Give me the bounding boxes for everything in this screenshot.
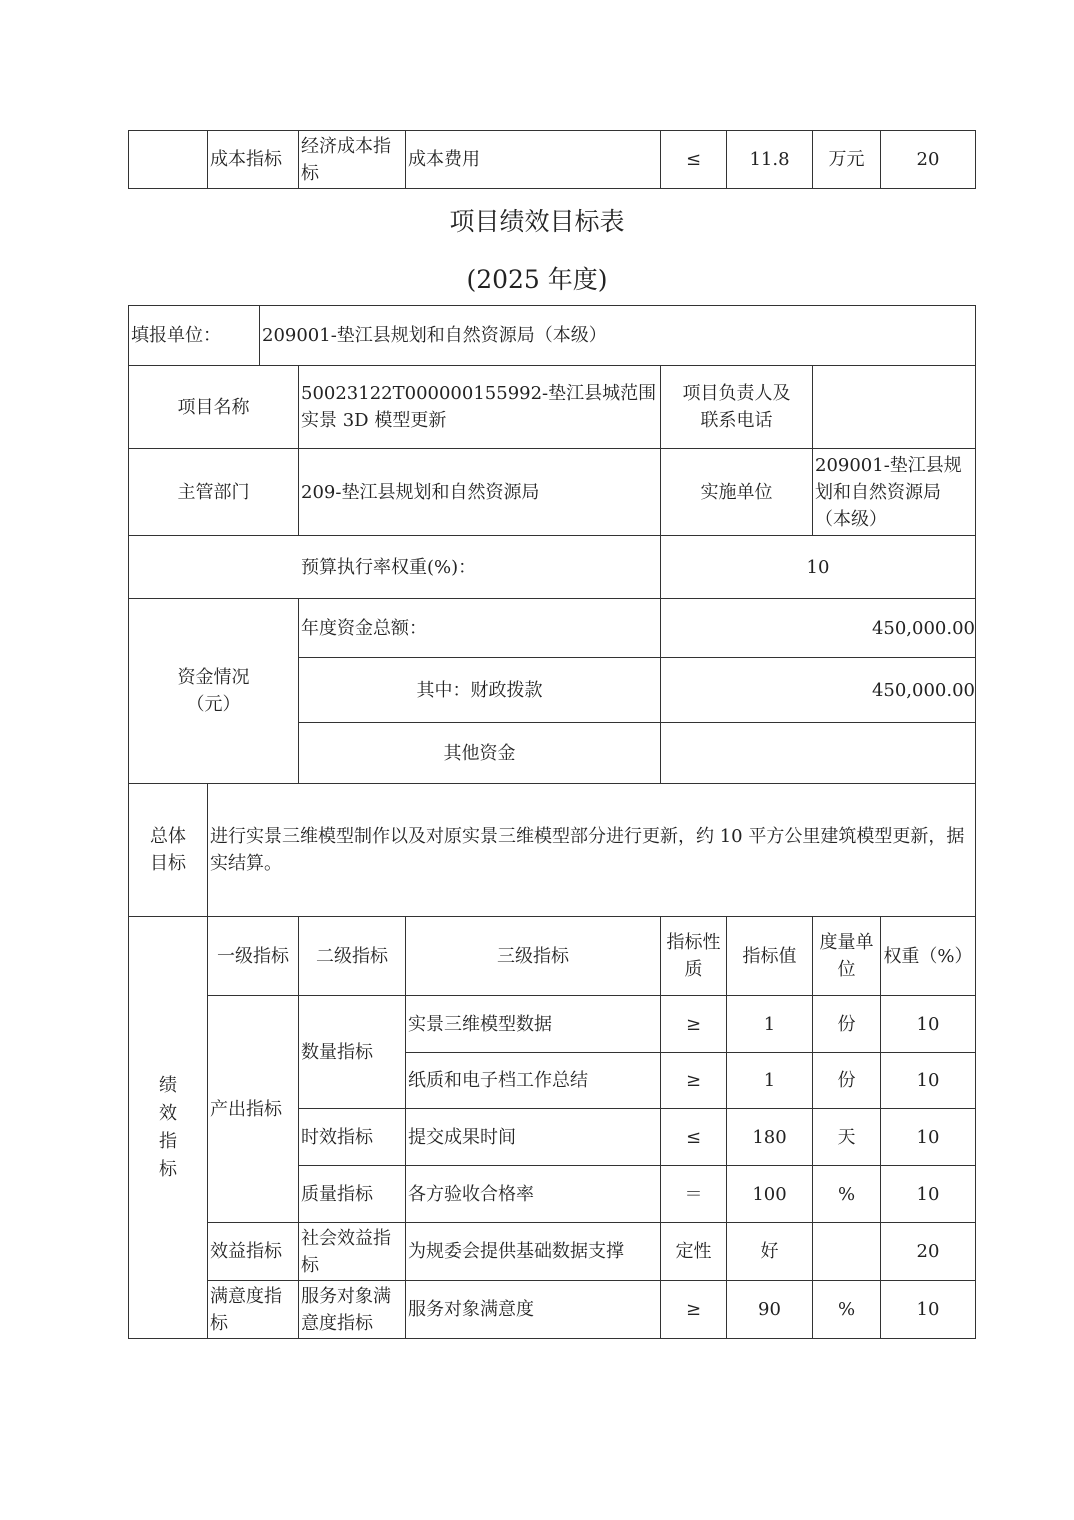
indicator-op-text: ＝ [684,1183,703,1205]
indicator-unit [813,1223,880,1280]
header-nature-text: 指标性质 [666,932,721,980]
level1-output-text: 产出指标 [210,1098,282,1120]
funds-total-label-text: 年度资金总额： [301,617,427,639]
indicator-unit [813,996,880,1052]
indicator-weight [881,1223,975,1280]
indicator-unit-text: 份 [837,1013,856,1035]
rule [975,130,976,189]
indicator-unit-text: 份 [837,1070,856,1091]
header-unit-text: 度量单位 [819,932,874,980]
indicator-weight-text: 10 [916,1126,940,1148]
rule [128,130,129,189]
level2-quality [299,1166,405,1222]
indicators-section-label-text: 绩效指标 [159,1074,177,1180]
indicator-name [406,1109,660,1165]
indicator-name-text: 纸质和电子档工作总结 [408,1070,588,1091]
level1-benefit-text: 效益指标 [210,1241,282,1262]
dept-value [299,449,660,535]
contact-value [813,366,975,448]
prev-level3-text: 经济成本指标 [301,135,391,184]
filler-value [260,306,975,365]
indicator-name-text: 服务对象满意度 [408,1299,534,1320]
indicator-name [406,1166,660,1222]
project-name-label-text: 项目名称 [177,396,250,418]
prev-op-text: ≤ [685,149,702,170]
funds-other-label [299,723,660,783]
budget-rate-label [299,536,660,598]
indicator-name [406,1281,660,1338]
funds-fiscal-value-text: 450,000.00 [871,679,975,701]
indicator-op [661,1053,726,1108]
indicator-op [661,1281,726,1338]
indicator-name-text: 提交成果时间 [408,1126,516,1148]
goal-text [208,784,975,916]
budget-rate-value [661,536,975,598]
indicator-value-text: 好 [760,1241,779,1262]
header-level2-text: 二级指标 [316,945,388,967]
indicator-op-text: ≥ [685,1299,702,1320]
funds-total-value-text: 450,000.00 [871,617,975,639]
funds-other-label-text: 其他资金 [443,742,516,764]
indicator-op [661,1166,726,1222]
indicator-unit [813,1053,880,1108]
level2-social [299,1223,405,1280]
rule [128,1338,976,1339]
indicator-op-text: ≥ [685,1070,702,1091]
filler-label-text: 填报单位： [131,325,221,346]
indicator-weight [881,1281,975,1338]
indicator-unit [813,1109,880,1165]
impl-label-text: 实施单位 [700,481,773,503]
indicator-unit [813,1166,880,1222]
funds-fiscal-value [661,658,975,722]
indicator-op [661,1109,726,1165]
level1-output [208,996,298,1222]
level1-benefit [208,1223,298,1280]
indicator-value [727,1223,812,1280]
dept-label [129,449,298,535]
indicator-op-text: ≤ [685,1126,702,1148]
prev-weight [881,131,975,188]
prev-unit-text: 万元 [828,149,865,170]
indicator-value [727,1053,812,1108]
indicator-name [406,1223,660,1280]
header-level2 [299,917,405,995]
indicator-weight [881,1166,975,1222]
funds-label-text: 资金情况（元） [177,667,250,715]
prev-name-text: 成本费用 [408,149,480,170]
rule [128,188,976,189]
level2-quantity-text: 数量指标 [301,1041,373,1063]
prev-value-text: 11.8 [749,149,790,170]
level1-satisfaction-text: 满意度指标 [210,1285,282,1334]
prev-level3 [299,131,405,188]
header-weight-text: 权重（%） [883,945,973,967]
indicator-name-text: 实景三维模型数据 [408,1013,552,1035]
contact-label [661,366,812,448]
header-weight [881,917,975,995]
indicator-weight-text: 20 [916,1241,940,1262]
funds-label [129,599,298,783]
indicator-unit [813,1281,880,1338]
impl-value-text: 209001-垫江县规划和自然资源局（本级） [815,454,962,530]
header-level3-text: 三级指标 [497,945,569,967]
level2-timeliness [299,1109,405,1165]
indicator-name [406,996,660,1052]
impl-value [813,449,975,535]
header-unit [813,917,880,995]
indicator-op [661,1223,726,1280]
indicator-value-text: 1 [763,1070,776,1091]
level2-timeliness-text: 时效指标 [301,1126,373,1148]
indicator-weight [881,996,975,1052]
page-title: 项目绩效目标表 [449,207,625,236]
prev-unit [813,131,880,188]
indicator-op-text: 定性 [675,1241,712,1262]
indicator-value-text: 100 [752,1183,787,1205]
level1-satisfaction [208,1281,298,1338]
indicator-value-text: 90 [758,1299,781,1320]
filler-value-text: 209001-垫江县规划和自然资源局（本级） [262,325,607,346]
header-level1 [208,917,298,995]
rule [975,305,976,1339]
indicator-name-text: 为规委会提供基础数据支撑 [408,1241,624,1262]
contact-label-text: 项目负责人及联系电话 [682,383,791,431]
header-level1-text: 一级指标 [217,945,289,967]
dept-label-text: 主管部门 [177,481,250,503]
indicator-unit-text: % [837,1299,856,1320]
prev-weight-text: 20 [916,149,940,170]
prev-value [727,131,812,188]
indicator-value [727,996,812,1052]
indicator-name [406,1053,660,1108]
level2-service [299,1281,405,1338]
funds-fiscal-label-text: 其中：财政拨款 [416,679,543,701]
funds-total-value [661,599,975,657]
prev-name [406,131,660,188]
header-value [727,917,812,995]
funds-other-value [661,723,975,783]
indicator-value [727,1166,812,1222]
indicator-value-text: 1 [763,1013,776,1035]
indicator-weight [881,1053,975,1108]
level2-service-text: 服务对象满意度指标 [301,1285,391,1334]
indicator-weight [881,1109,975,1165]
indicator-value-text: 180 [752,1126,787,1148]
indicator-weight-text: 10 [916,1299,940,1320]
level2-quantity [299,996,405,1108]
goal-label [129,784,207,916]
indicator-weight-text: 10 [916,1013,940,1035]
indicator-value [727,1281,812,1338]
goal-text-content: 进行实景三维模型制作以及对原实景三维模型部分进行更新，约 10 平方公里建筑模型更新，据实结算。 [210,826,965,874]
prev-op [661,131,726,188]
indicator-unit-text: % [837,1183,856,1205]
funds-fiscal-label [299,658,660,722]
project-name-label [129,366,298,448]
indicator-op [661,996,726,1052]
prev-level2-text: 成本指标 [210,149,282,170]
indicator-weight-text: 10 [916,1070,940,1091]
level2-social-text: 社会效益指标 [301,1227,391,1276]
page-subtitle-year: (2025 年度) [466,265,608,294]
prev-level2 [208,131,298,188]
level2-quality-text: 质量指标 [301,1183,373,1205]
filler-label [129,306,259,365]
indicator-name-text: 各方验收合格率 [408,1183,534,1205]
budget-rate-label-text: 预算执行率权重(%)： [301,556,477,578]
project-name-value-text: 50023122T000000155992-垫江县城范围实景 3D 模型更新 [301,383,657,431]
funds-total-label [299,599,660,657]
indicator-value [727,1109,812,1165]
indicator-weight-text: 10 [916,1183,940,1205]
header-level3 [406,917,660,995]
header-nature [661,917,726,995]
budget-rate-value-text: 10 [806,556,830,578]
header-value-text: 指标值 [742,945,797,967]
project-name-value [299,366,660,448]
impl-label [661,449,812,535]
indicator-op-text: ≥ [685,1013,702,1035]
indicators-section-label [129,917,207,1338]
indicator-unit-text: 天 [837,1126,856,1148]
goal-label-text: 总体目标 [150,826,186,874]
dept-value-text: 209-垫江县规划和自然资源局 [301,481,540,503]
